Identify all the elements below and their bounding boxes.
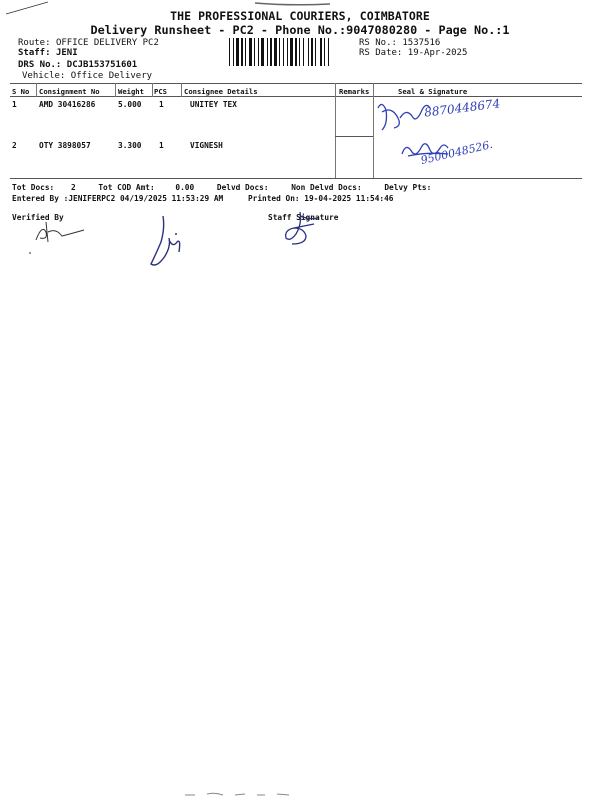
printed-value: 19-04-2025 11:54:46 [304,194,394,203]
drs-value: DCJB153751601 [66,60,138,70]
tot-cod-label: Tot COD Amt: [98,183,155,192]
totals-line [12,183,431,192]
barcode-bar [249,38,252,66]
col-divider [115,83,116,97]
barcode-bar [229,38,230,66]
barcode-bar [233,38,234,66]
delvd-docs-label: Delvd Docs: [216,183,269,192]
drs-label: DRS No.: [18,60,62,70]
rs-no-label: RS No.: [359,38,397,48]
header-weight: Weight [118,87,144,96]
non-delvd-docs-label: Non Delvd Docs: [291,183,362,192]
barcode-bar [270,38,272,66]
cell-consignee: VIGNESH [190,141,223,150]
drs-line [18,60,137,70]
barcode-bar [290,38,293,66]
cell-weight: 5.000 [118,100,142,109]
entry-line [12,194,394,203]
rs-date-label: RS Date: [359,48,403,58]
barcode-bar [328,38,329,66]
route-value: OFFICE DELIVERY PC2 [55,38,159,48]
cell-weight: 3.300 [118,141,142,150]
rs-no-value: 1537516 [402,38,441,48]
barcode-bar [254,38,255,66]
barcode-bar [308,38,309,66]
entered-value: JENIFERPC2 04/19/2025 11:53:29 AM [68,194,224,203]
printed-label: Printed On: [247,194,300,203]
cell-sno: 1 [12,100,17,109]
delvy-pts-label: Delvy Pts: [384,183,432,192]
barcode-bar [267,38,268,66]
cell-sno: 2 [12,141,17,150]
barcode-bar [324,38,325,66]
cell-consignment: OTY 3898057 [39,141,91,150]
header-consignment: Consignment No [39,87,100,96]
barcode-bar [311,38,313,66]
route-line [18,38,159,48]
barcode-bar [261,38,264,66]
staff-value: JENI [55,48,78,58]
vehicle-label: Vehicle: [22,71,66,81]
verified-by-label: Verified By [12,213,64,222]
table-top-rule [10,83,582,84]
barcode-bar [236,38,239,66]
barcode-bar [303,38,304,66]
header-pcs: PCS [154,87,167,96]
handwritten-phone-row2: 9500048526. [419,137,495,168]
tot-cod-value: 0.00 [175,183,195,192]
header-remarks: Remarks [339,87,370,96]
barcode-bar [295,38,297,66]
table-bottom-rule [10,178,582,179]
handwritten-phone-row1: 8870448674 [423,96,501,120]
col-divider [181,83,182,97]
row-divider [335,136,373,137]
barcode-bar [299,38,300,66]
barcode-bar [279,38,280,66]
header-consignee: Consignee Details [184,87,258,96]
col-divider [152,83,153,97]
rs-date-line [359,48,467,58]
barcode-bar [283,38,284,66]
receiver-signature-row1 [372,96,432,136]
vehicle-value: Office Delivery [70,71,153,81]
cell-consignee: UNITEY TEX [190,100,237,109]
barcode [229,38,350,66]
col-divider [36,83,37,97]
verifier-signature [26,218,96,258]
rs-no-line [359,38,440,48]
header-sno: S No [12,87,30,96]
tot-docs-value: 2 [70,183,76,192]
barcode-bar [274,38,277,66]
route-label: Route: [18,38,51,48]
cell-pcs: 1 [159,141,164,150]
staff-line [18,48,78,58]
barcode-bar [320,38,322,66]
company-name: THE PROFESSIONAL COURIERS, COIMBATORE [170,9,430,23]
staff-signature [280,208,328,250]
staff-label: Staff: [18,48,51,58]
cell-consignment: AMD 30416286 [39,100,96,109]
tot-docs-label: Tot Docs: [12,183,55,192]
rs-date-value: 19-Apr-2025 [407,48,468,58]
runsheet-title: Delivery Runsheet - PC2 - Phone No.:9047080280 - Page No.:1 [90,23,510,37]
barcode-bar [287,38,288,66]
bottom-mark [185,790,295,798]
staff-signature-label: Staff Signature [268,213,339,222]
barcode-bar [315,38,316,66]
barcode-bar [258,38,259,66]
cell-pcs: 1 [159,100,164,109]
entered-label: Entered By : [12,194,69,203]
col-divider [335,83,336,178]
second-signature [145,212,195,272]
vehicle-line [22,71,152,81]
barcode-bar [241,38,243,66]
header-seal-signature: Seal & Signature [398,87,468,96]
barcode-bar [245,38,246,66]
